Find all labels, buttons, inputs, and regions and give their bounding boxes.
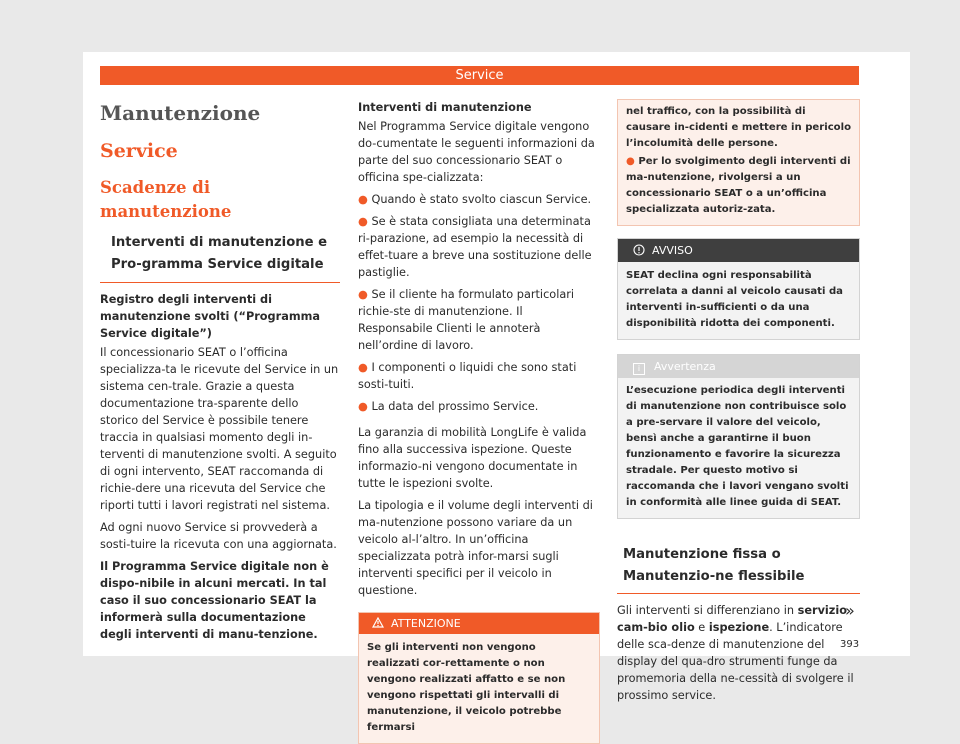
paragraph-bold: Il Programma Service digitale non è dispo-nibile in alcuni mercati. In tal caso il suo concessionario SEAT la informerà sulla documentazione degli interventi di manu-tenzione. xyxy=(100,560,329,641)
notice-box xyxy=(617,238,860,340)
bullet-icon: ● xyxy=(358,215,372,228)
paragraph: Gli interventi si differenziano in servizio cam-bio olio e ispezione. L’indicatore delle sca-denze di manutenzione del display del qua-dro strumenti funge da promemoria della ne-cessità di svolgere il prossimo service. xyxy=(617,604,854,702)
running-header: Service xyxy=(100,66,859,85)
paragraph: Il concessionario SEAT o l’officina specializza-ta le ricevute del Service in un sistema cen-trale. Grazie a questa documentazione tra-sparente dello storico del Service è possibile tenere traccia in qualsiasi momento degli in-terventi di manutenzione svolti. A seguito di ogni intervento, SEAT raccomanda di richie-dere una ricevuta del Service che riporti tutti i lavori registrati nel sistema. xyxy=(100,346,339,512)
column-2 xyxy=(358,99,600,744)
list-item: ● La data del prossimo Service. xyxy=(358,400,539,413)
paragraph: La garanzia di mobilità LongLife è valida fino alla successiva ispezione. Queste informazio-ni vengono documentate in tutte le ispezioni svolte. xyxy=(358,426,587,490)
note-box xyxy=(617,354,860,519)
list-item: ● Se il cliente ha formulato particolari richie-ste di manutenzione. Il Responsabile Clienti le annoterà nell’ordine di lavoro. xyxy=(358,288,575,352)
topic-heading: Interventi di manutenzione e Pro-gramma Service digitale xyxy=(100,232,340,283)
chapter-title: Manutenzione xyxy=(100,101,261,125)
info-square-icon: i xyxy=(633,363,645,375)
list-item: ● I componenti o liquidi che sono stati sosti-tuiti. xyxy=(358,361,577,391)
paragraph: Nel Programma Service digitale vengono do-cumentate le seguenti informazioni da parte del suo concessionario SEAT o officina spe-cializzata: xyxy=(358,120,595,184)
warning-text: nel traffico, con la possibilità di causare in-cidenti e mettere in pericolo l’incolumità delle persone. xyxy=(626,106,852,149)
page-number: 393 xyxy=(840,639,860,650)
bullet-icon: ● xyxy=(358,361,372,374)
subheading-register: Registro degli interventi di manutenzione svolti (“Programma Service digitale”) xyxy=(100,293,321,340)
column-3 xyxy=(617,99,860,704)
list-item: ● Quando è stato svolto ciascun Service. xyxy=(358,193,592,206)
warning-text: Se gli interventi non vengono realizzati cor-rettamente o non vengono realizzati affatto e se non vengono rispettati gli intervalli di manutenzione, il veicolo potrebbe fermarsi xyxy=(367,642,566,733)
bullet-icon: ● xyxy=(358,400,372,413)
paragraph: Ad ogni nuovo Service si provvederà a sosti-tuire la ricevuta con una aggiornata. xyxy=(100,521,337,551)
list-item: ● Per lo svolgimento degli interventi di ma-nutenzione, rivolgersi a un concessionario SEAT o a un’officina specializzata autoriz-zata. xyxy=(626,156,851,215)
warning-box xyxy=(358,612,600,744)
section-title: Service xyxy=(100,140,178,162)
notice-header: AVVISO xyxy=(618,239,859,262)
continue-arrow-icon: » xyxy=(845,601,855,620)
warning-triangle-icon xyxy=(372,613,384,634)
bullet-icon: ● xyxy=(358,288,372,301)
notice-text: SEAT declina ogni responsabilità correlata a danni al veicolo causati da interventi in-sufficienti o da una disponibilità ridotta dei componenti. xyxy=(626,270,843,329)
topic-heading: Manutenzione fissa o Manutenzio-ne flessibile xyxy=(617,544,860,594)
warning-header: ATTENZIONE xyxy=(359,613,599,634)
subheading-interventions: Interventi di manutenzione xyxy=(358,101,532,114)
note-header: i Avvertenza xyxy=(618,355,859,378)
column-1 xyxy=(100,98,340,643)
warning-box-continued xyxy=(617,99,860,226)
subsection-title: Scadenze di manutenzione xyxy=(100,178,232,221)
bullet-icon: ● xyxy=(626,156,639,167)
paragraph: La tipologia e il volume degli interventi di ma-nutenzione possono variare da un veicolo al-l’altro. In un’officina specializzata potrà infor-marsi sugli interventi specifici per il veicolo in questione. xyxy=(358,499,593,597)
bullet-icon: ● xyxy=(358,193,372,206)
exclamation-circle-icon xyxy=(633,239,645,262)
list-item: ● Se è stata consigliata una determinata ri-parazione, ad esempio la necessità di effet-tuare a breve una sostituzione delle pastiglie. xyxy=(358,215,592,279)
note-text: L’esecuzione periodica degli interventi di manutenzione non contribuisce solo a pre-servare il valore del veicolo, bensì anche a garantirne il buon funzionamento e favorire la sicurezza stradale. Per questo motivo si raccomanda che i lavori vengano svolti in conformità alle linee guida di SEAT. xyxy=(626,385,849,508)
